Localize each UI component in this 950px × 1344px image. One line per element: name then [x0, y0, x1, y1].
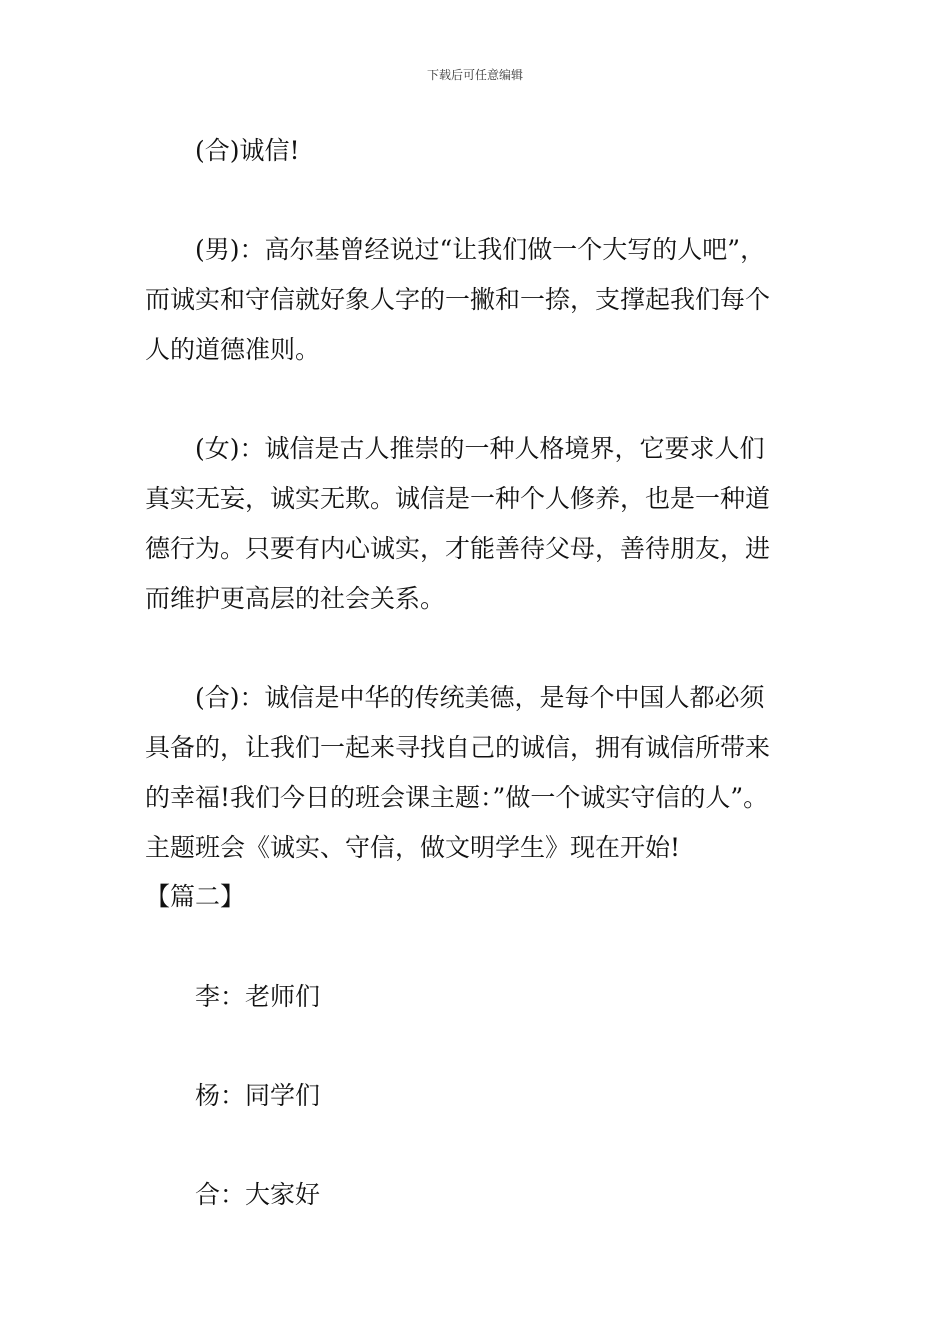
dialogue-line: 杨：同学们 [195, 1081, 321, 1110]
page-header: 下载后可任意编辑 [426, 68, 523, 82]
section-heading: 【篇二】 [145, 882, 246, 911]
paragraph-line: (合)：诚信是中华的传统美德，是每个中国人都必须 [195, 683, 765, 712]
paragraph-line: 真实无妄，诚实无欺。诚信是一种个人修养，也是一种道 [145, 484, 771, 513]
paragraph-line: 人的道德准则。 [145, 335, 321, 364]
paragraph-line: 主题班会《诚实、守信，做文明学生》现在开始! [145, 833, 681, 862]
paragraph-line: 而维护更高层的社会关系。 [145, 584, 446, 613]
paragraph-line: 的幸福!我们今日的班会课主题：”做一个诚实守信的人”。 [145, 783, 769, 812]
paragraph-line: 具备的，让我们一起来寻找自己的诚信，拥有诚信所带来 [145, 733, 771, 762]
paragraph-line: (男)：高尔基曾经说过“让我们做一个大写的人吧”， [195, 235, 766, 264]
paragraph-line: (合)诚信! [195, 136, 300, 165]
paragraph-line: (女)：诚信是古人推崇的一种人格境界，它要求人们 [195, 434, 765, 463]
paragraph-line: 而诚实和守信就好象人字的一撇和一捺，支撑起我们每个 [145, 285, 771, 314]
paragraph-line: 德行为。只要有内心诚实，才能善待父母，善待朋友，进 [145, 534, 771, 563]
dialogue-line: 李：老师们 [195, 982, 321, 1011]
dialogue-line: 合：大家好 [195, 1180, 321, 1209]
